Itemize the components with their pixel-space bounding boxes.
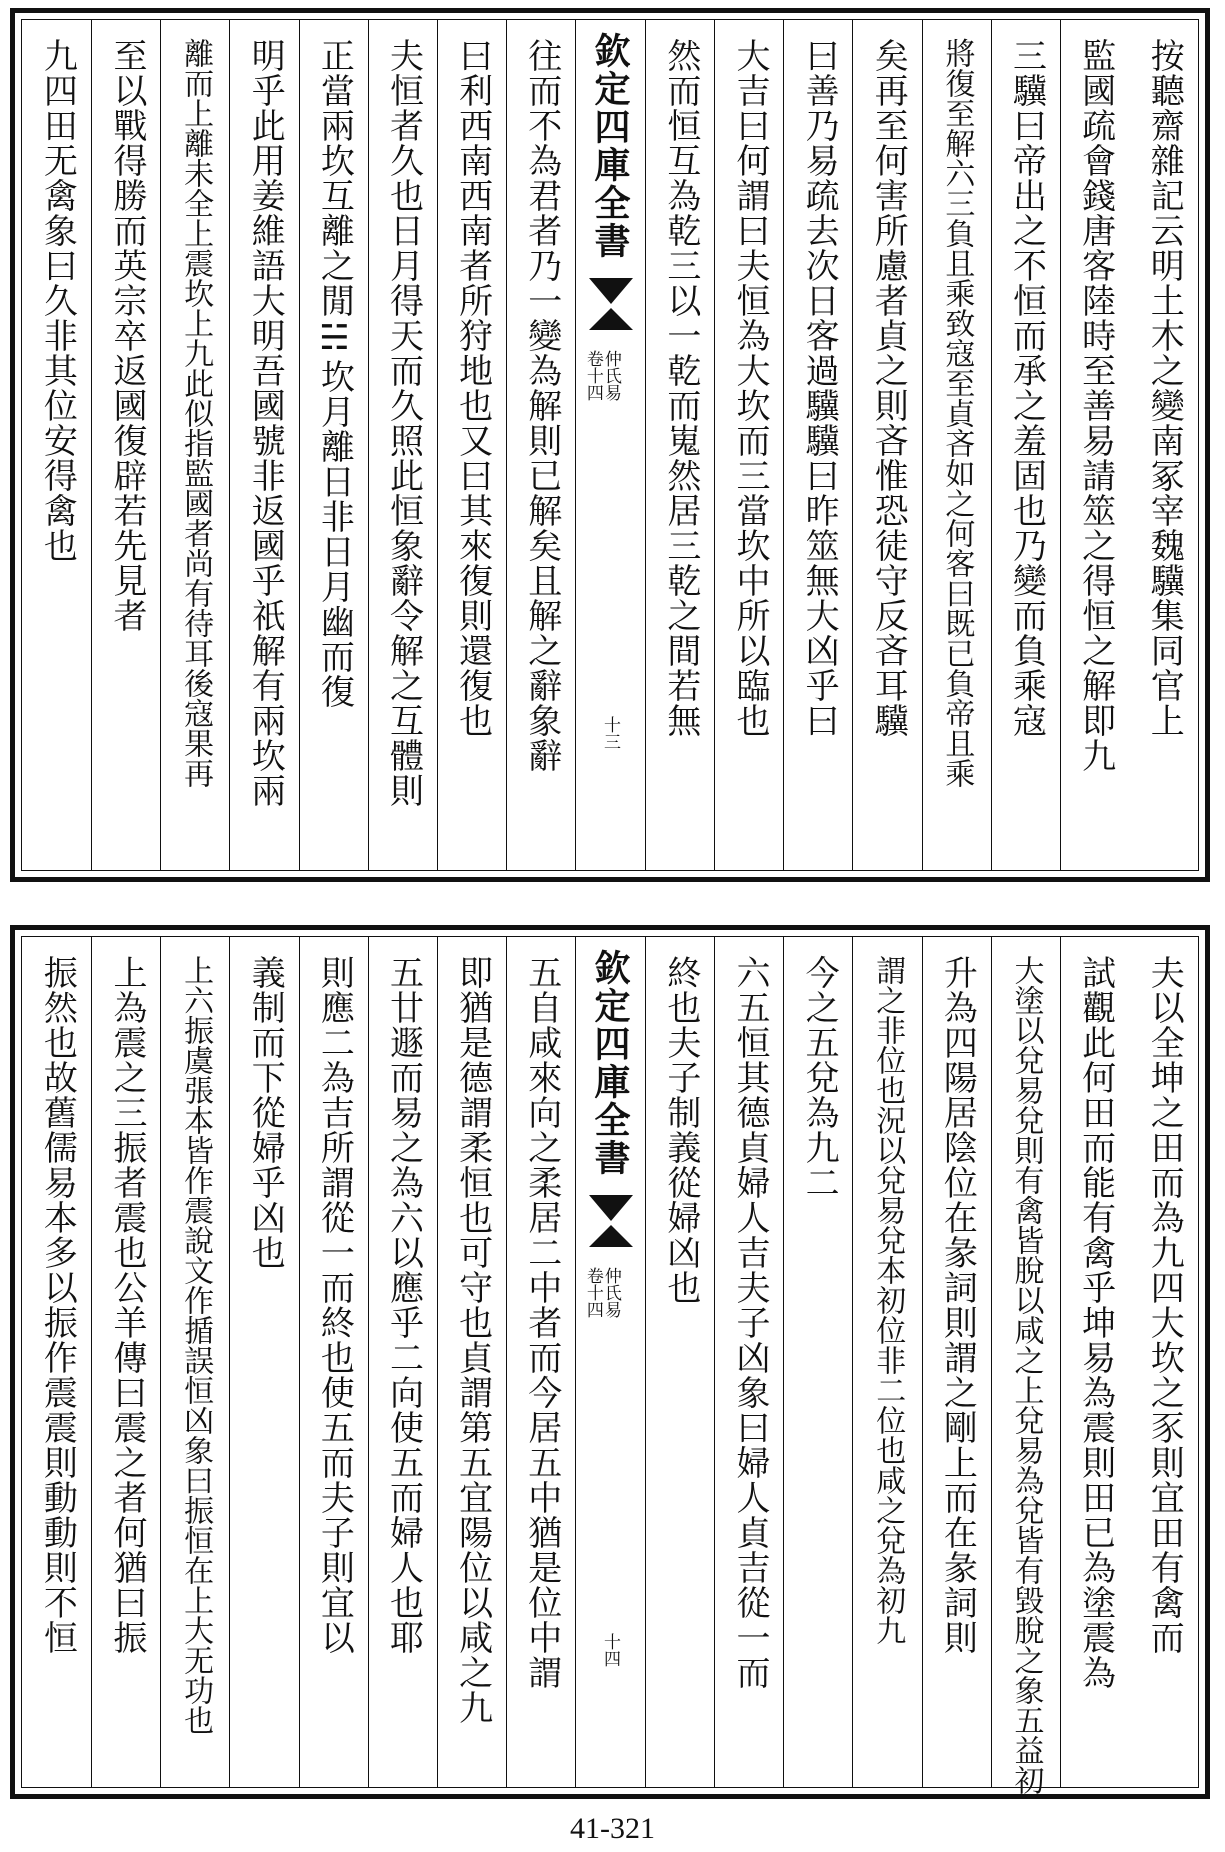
column-text: 然而恒互為乾三以一乾而嵬然居三乾之間若無 <box>660 38 701 738</box>
text-column <box>437 20 506 870</box>
text-column <box>991 20 1060 870</box>
text-column <box>783 20 852 870</box>
text-column <box>1129 937 1198 1787</box>
collection-title: 欽定四庫全書 <box>589 949 631 1177</box>
column-text: 上六振虞張本皆作震說文作揗誤恒凶象曰振恒在上大无功也 <box>178 955 214 1735</box>
fish-tail-mark <box>589 1195 633 1221</box>
column-text: 大吉曰何謂曰夫恒為大坎而三當坎中所以臨也 <box>730 38 771 738</box>
text-column <box>160 20 229 870</box>
book-title: 仲氏易 <box>600 350 621 401</box>
column-text: 五自咸來向之柔居二中者而今居五中猶是位中謂 <box>521 955 562 1690</box>
text-column <box>299 937 368 1787</box>
text-column <box>229 937 298 1787</box>
column-text: 試觀此何田而能有禽乎坤易為震則田已為塗震為 <box>1075 955 1116 1690</box>
lower-page-frame <box>21 936 1199 1795</box>
text-column <box>852 20 921 870</box>
column-text: 五廿遯而易之為六以應乎二向使五而婦人也耶 <box>383 955 424 1655</box>
collection-title: 欽定四庫全書 <box>589 32 631 260</box>
text-column <box>437 937 506 1787</box>
column-text: 即猶是德謂柔恒也可守也貞謂第五宜陽位以咸之九 <box>452 955 493 1725</box>
text-column <box>991 937 1060 1795</box>
fish-tail-mark <box>589 278 633 304</box>
text-column <box>22 20 91 870</box>
text-column <box>1060 20 1129 870</box>
column-text: 至以戰得勝而英宗卒返國復辟若先見者 <box>107 38 148 633</box>
folio-number: 十四 <box>600 1633 620 1667</box>
column-text: 則應二為吉所謂從一而終也使五而夫子則宜以 <box>314 955 355 1655</box>
fish-tail-mark <box>589 308 633 330</box>
upper-page-frame <box>21 19 1199 871</box>
column-text: 矣再至何害所慮者貞之則吝惟恐徒守反吝耳驥 <box>868 38 909 738</box>
text-column <box>506 937 575 1787</box>
text-column <box>22 937 91 1787</box>
text-column <box>852 937 921 1787</box>
text-column <box>922 20 991 870</box>
text-column <box>368 937 437 1787</box>
text-column <box>299 20 368 870</box>
text-column <box>160 937 229 1787</box>
book-title: 仲氏易 <box>600 1267 621 1318</box>
column-text: 終也夫子制義從婦凶也 <box>660 955 701 1305</box>
column-text: 大塗以兌易兌則有禽皆脫以咸之上兌易為兌皆有毀脫之象五益初 <box>1008 955 1044 1795</box>
column-text: 升為四陽居陰位在彖詞則謂之剛上而在彖詞則 <box>937 955 978 1655</box>
column-text: 將復至解六三負且乘致寇至貞吝如之何客曰既已負帝且乘 <box>939 38 975 788</box>
column-text: 夫恒者久也日月得天而久照此恒象辭令解之互體則 <box>383 38 424 808</box>
column-text: 夫以全坤之田而為九四大坎之豕則宜田有禽而 <box>1144 955 1185 1655</box>
text-column <box>922 937 991 1787</box>
text-column <box>714 20 783 870</box>
center-fold <box>575 20 645 870</box>
text-column <box>91 20 160 870</box>
column-text: 往而不為君者乃一變為解則已解矣且解之辭象辭 <box>521 38 562 773</box>
lower-page <box>10 925 1210 1799</box>
text-column <box>506 20 575 870</box>
center-fold <box>575 937 645 1787</box>
column-text: 六五恒其德貞婦人吉夫子凶象曰婦人貞吉從一而 <box>730 955 771 1690</box>
column-text: 按聽齋雜記云明土木之變南冢宰魏驥集同官上 <box>1144 38 1185 738</box>
column-text: 三驥曰帝出之不恒而承之羞固也乃變而負乘寇 <box>1006 38 1047 738</box>
upper-page <box>10 8 1210 882</box>
folio-number: 十三 <box>600 716 620 750</box>
column-text: 監國疏會錢唐客陸時至善易請筮之得恒之解即九 <box>1075 38 1116 773</box>
column-text: 正當兩坎互離之閒☵坎月離日非日月幽而復 <box>314 38 355 709</box>
column-text: 明乎此用姜維語大明吾國號非返國乎祇解有兩坎兩 <box>245 38 286 808</box>
text-column <box>645 937 714 1787</box>
volume-label: 卷十四 <box>582 1267 603 1318</box>
page-number: 41-321 <box>570 1812 655 1845</box>
text-column <box>645 20 714 870</box>
column-text: 義制而下從婦乎凶也 <box>245 955 286 1270</box>
text-column <box>229 20 298 870</box>
text-column <box>1129 20 1198 870</box>
column-text: 振然也故舊儒易本多以振作震震則動動則不恒 <box>37 955 78 1655</box>
column-text: 離而上離未全上震坎上九此似指監國者尚有待耳後寇果再 <box>178 38 214 788</box>
volume-label: 卷十四 <box>582 350 603 401</box>
column-text: 曰善乃易疏去次日客過驥驥曰昨筮無大凶乎曰 <box>799 38 840 738</box>
column-text: 今之五兌為九二 <box>799 955 840 1200</box>
column-text: 謂之非位也況以兌易兌本初位非二位也咸之兌為初九 <box>870 955 906 1645</box>
column-text: 上為震之三振者震也公羊傳曰震之者何猶曰振 <box>107 955 148 1655</box>
text-column <box>368 20 437 870</box>
text-column <box>1060 937 1129 1787</box>
text-column <box>714 937 783 1787</box>
column-text: 九四田无禽象曰久非其位安得禽也 <box>37 38 78 563</box>
column-text: 曰利西南西南者所狩地也又曰其來復則還復也 <box>452 38 493 738</box>
text-column <box>783 937 852 1787</box>
text-column <box>91 937 160 1787</box>
fish-tail-mark <box>589 1225 633 1247</box>
